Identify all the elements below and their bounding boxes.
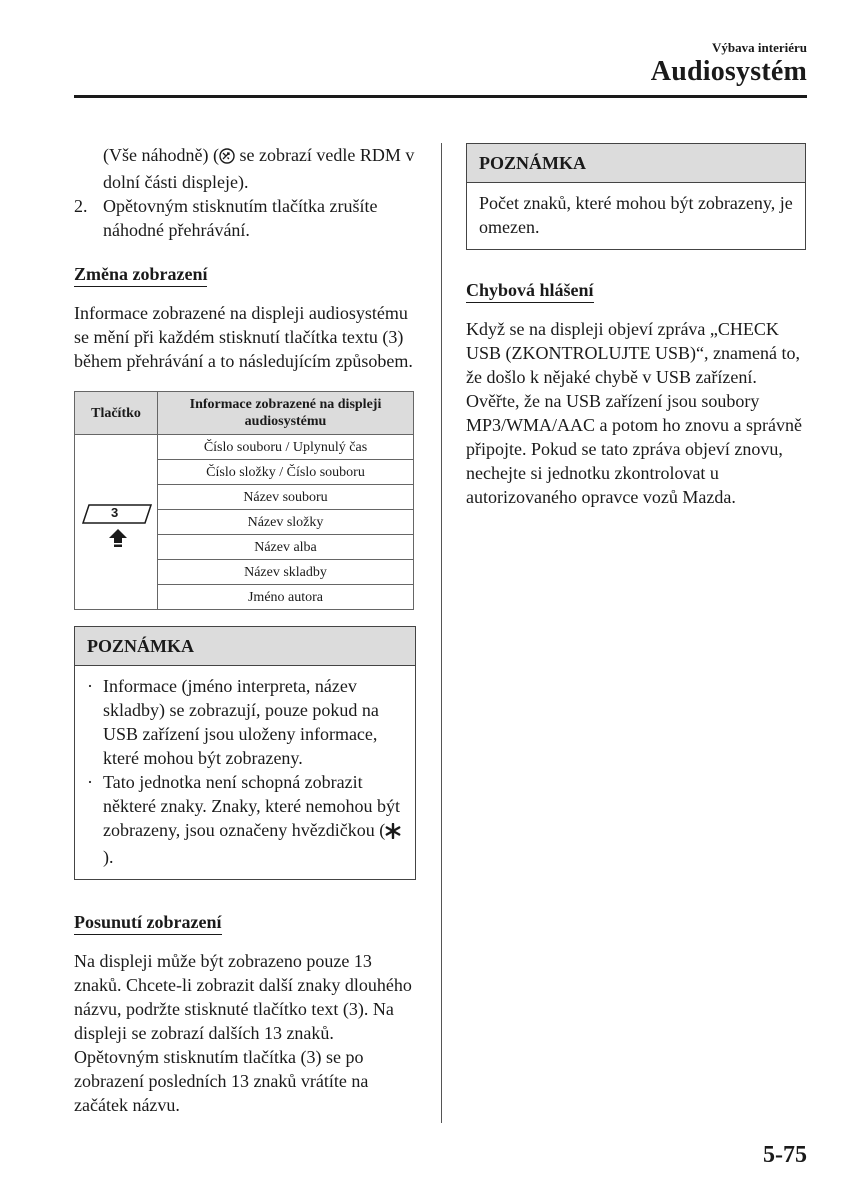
heading-change-display: Změna zobrazení [74,263,207,287]
button-illustration-cell [75,435,158,610]
note-bullet-item [87,674,403,770]
table-header-info: Informace zobrazené na displeji audiosystému [158,392,414,435]
random-play-icon [219,146,235,170]
asterisk-icon [385,821,401,845]
display-info-table [74,391,414,610]
press-arrow-icon [108,528,128,548]
table-row [75,435,414,460]
paragraph-change-display: Informace zobrazené na displeji audiosystému se mění při každém stisknutí tlačítka textu (3) během přehrávání a to následujícím způsobem. [74,303,413,371]
heading-error-messages: Chybová hlášení [466,279,594,303]
note-item-text-a: Tato jednotka není schopná zobrazit některé znaky. Znaky, které nemohou být zobrazeny, jsou označeny hvězdičkou ( [103,772,401,840]
note-title: POZNÁMKA [467,144,805,183]
bullet-mark: · [87,676,93,696]
table-cell: Číslo složky / Číslo souboru [158,460,414,485]
table-cell: Název souboru [158,485,414,510]
column-divider [441,143,442,1123]
table-cell: Jméno autora [158,585,414,610]
paragraph-scroll-display: Na displeji může být zobrazeno pouze 13 znaků. Chcete-li zobrazit další znaky dlouhého názvu, podržte stisknuté tlačítko text (3). Na displeji se zobrazí dalších 13 znaků. Opětovným stisknutím tlačítka (3) se po zobrazení posledních 13 znaků vrátíte na začátek názvu. [74,951,412,1115]
note-bullet-item [87,770,403,869]
intro-text-b: se zobrazí vedle RDM v dolní části displeje). [103,145,415,192]
list-number: 2. [74,196,88,216]
note-box-right [466,143,806,250]
section-subtitle: Výbava interiéru [712,40,807,55]
heading-scroll-display: Posunutí zobrazení [74,911,222,935]
note-item-text: Informace (jméno interpreta, název skladby) se zobrazují, pouze pokud na USB zařízení jsou uloženy informace, které mohou být zobrazeny. [103,676,379,768]
note-body [75,666,415,879]
list-item-2 [74,194,416,242]
note-item-text-b: ). [103,847,114,867]
note-item-text [103,770,403,869]
page-title: Audiosystém [650,56,807,87]
table-cell: Název skladby [158,560,414,585]
list-item-text: Opětovným stisknutím tlačítka zrušíte náhodné přehrávání. [103,196,378,240]
table-cell: Název složky [158,510,414,535]
intro-text-a: (Vše náhodně) ( [103,145,219,165]
note-body-text: Počet znaků, které mohou být zobrazeny, je omezen. [479,193,793,237]
note-title: POZNÁMKA [75,627,415,666]
note-box-left [74,626,416,880]
intro-continuation [74,143,416,194]
left-column [74,143,416,1117]
table-header-button: Tlačítko [75,392,158,435]
bullet-mark: · [87,772,93,792]
button-number-label: 3 [111,505,119,520]
table-cell: Číslo souboru / Uplynulý čas [158,435,414,460]
right-column [466,143,806,509]
paragraph-error-messages: Když se na displeji objeví zpráva „CHECK USB (ZKONTROLUJTE USB)“, znamená to, že došlo k nějaké chybě v USB zařízení. Ověřte, že na USB zařízení jsou soubory MP3/WMA/AAC a potom ho znovu a správně připojte. Pokud se tato zpráva objeví znovu, nechejte si jednotku zkontrolovat u autorizovaného opravce vozů Mazda. [466,319,802,507]
header-rule [74,95,807,98]
page-number: 5-75 [763,1142,807,1168]
table-cell: Název alba [158,535,414,560]
